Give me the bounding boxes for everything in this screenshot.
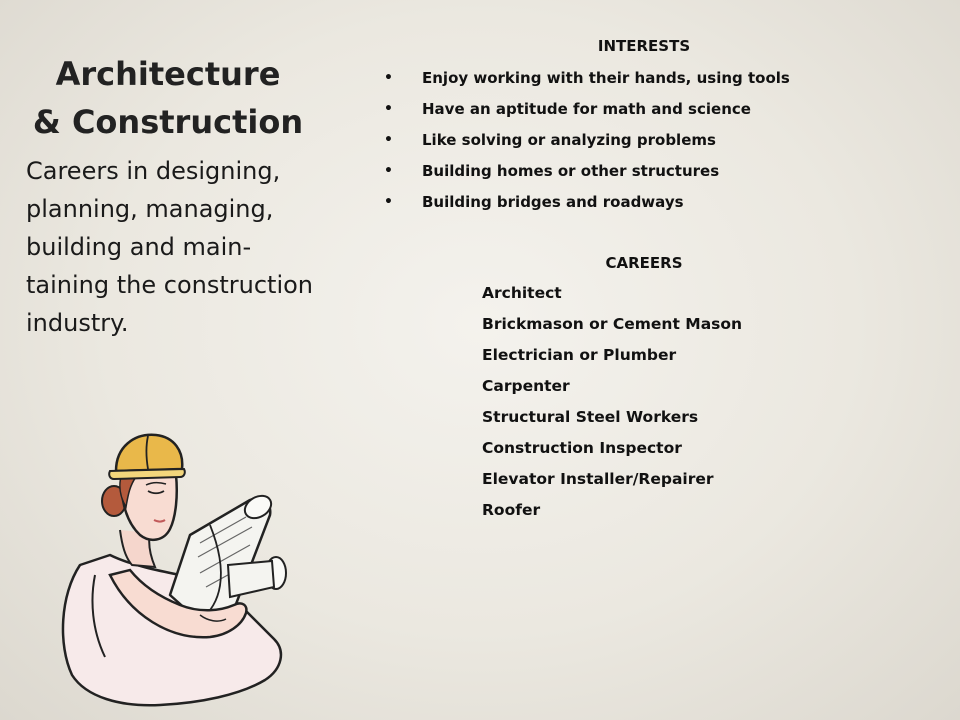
career-item: Architect xyxy=(482,284,562,302)
career-item: Carpenter xyxy=(482,377,570,395)
career-item: Electrician or Plumber xyxy=(482,346,677,364)
description-line: building and main- xyxy=(26,233,252,261)
interest-label: Enjoy working with their hands, using tools xyxy=(422,69,790,87)
interests-heading: INTERESTS xyxy=(597,37,691,55)
description-line: planning, managing, xyxy=(26,195,274,223)
hard-hat xyxy=(116,435,182,471)
description-line: industry. xyxy=(26,309,129,337)
interest-label: Like solving or analyzing problems xyxy=(422,131,716,149)
bullet-icon: • xyxy=(384,132,393,148)
interest-label: Building bridges and roadways xyxy=(422,193,684,211)
construction-worker-with-blueprints-icon xyxy=(50,425,290,710)
slide-title xyxy=(18,50,318,146)
interest-label: Building homes or other structures xyxy=(422,162,720,180)
bullet-icon: • xyxy=(384,101,393,117)
careers-heading: CAREERS xyxy=(605,254,683,272)
interest-item xyxy=(384,94,790,125)
bullet-icon: • xyxy=(384,163,393,179)
bullet-icon: • xyxy=(384,70,393,86)
interest-item xyxy=(384,63,790,94)
slide-description xyxy=(26,152,366,342)
bullet-icon: • xyxy=(384,194,393,210)
title-line: & Construction xyxy=(32,103,304,141)
description-line: Careers in designing, xyxy=(26,157,281,185)
interest-label: Have an aptitude for math and science xyxy=(422,100,751,118)
interest-item xyxy=(384,187,790,218)
interests-list xyxy=(384,63,790,218)
career-item: Construction Inspector xyxy=(482,439,682,457)
interest-item xyxy=(384,125,790,156)
career-item: Roofer xyxy=(482,501,541,519)
interest-item xyxy=(384,156,790,187)
careers-list xyxy=(482,278,742,526)
career-item: Brickmason or Cement Mason xyxy=(482,315,743,333)
career-item: Structural Steel Workers xyxy=(482,408,699,426)
title-line: Architecture xyxy=(55,55,281,93)
description-line: taining the construction xyxy=(26,271,314,299)
career-item: Elevator Installer/Repairer xyxy=(482,470,714,488)
